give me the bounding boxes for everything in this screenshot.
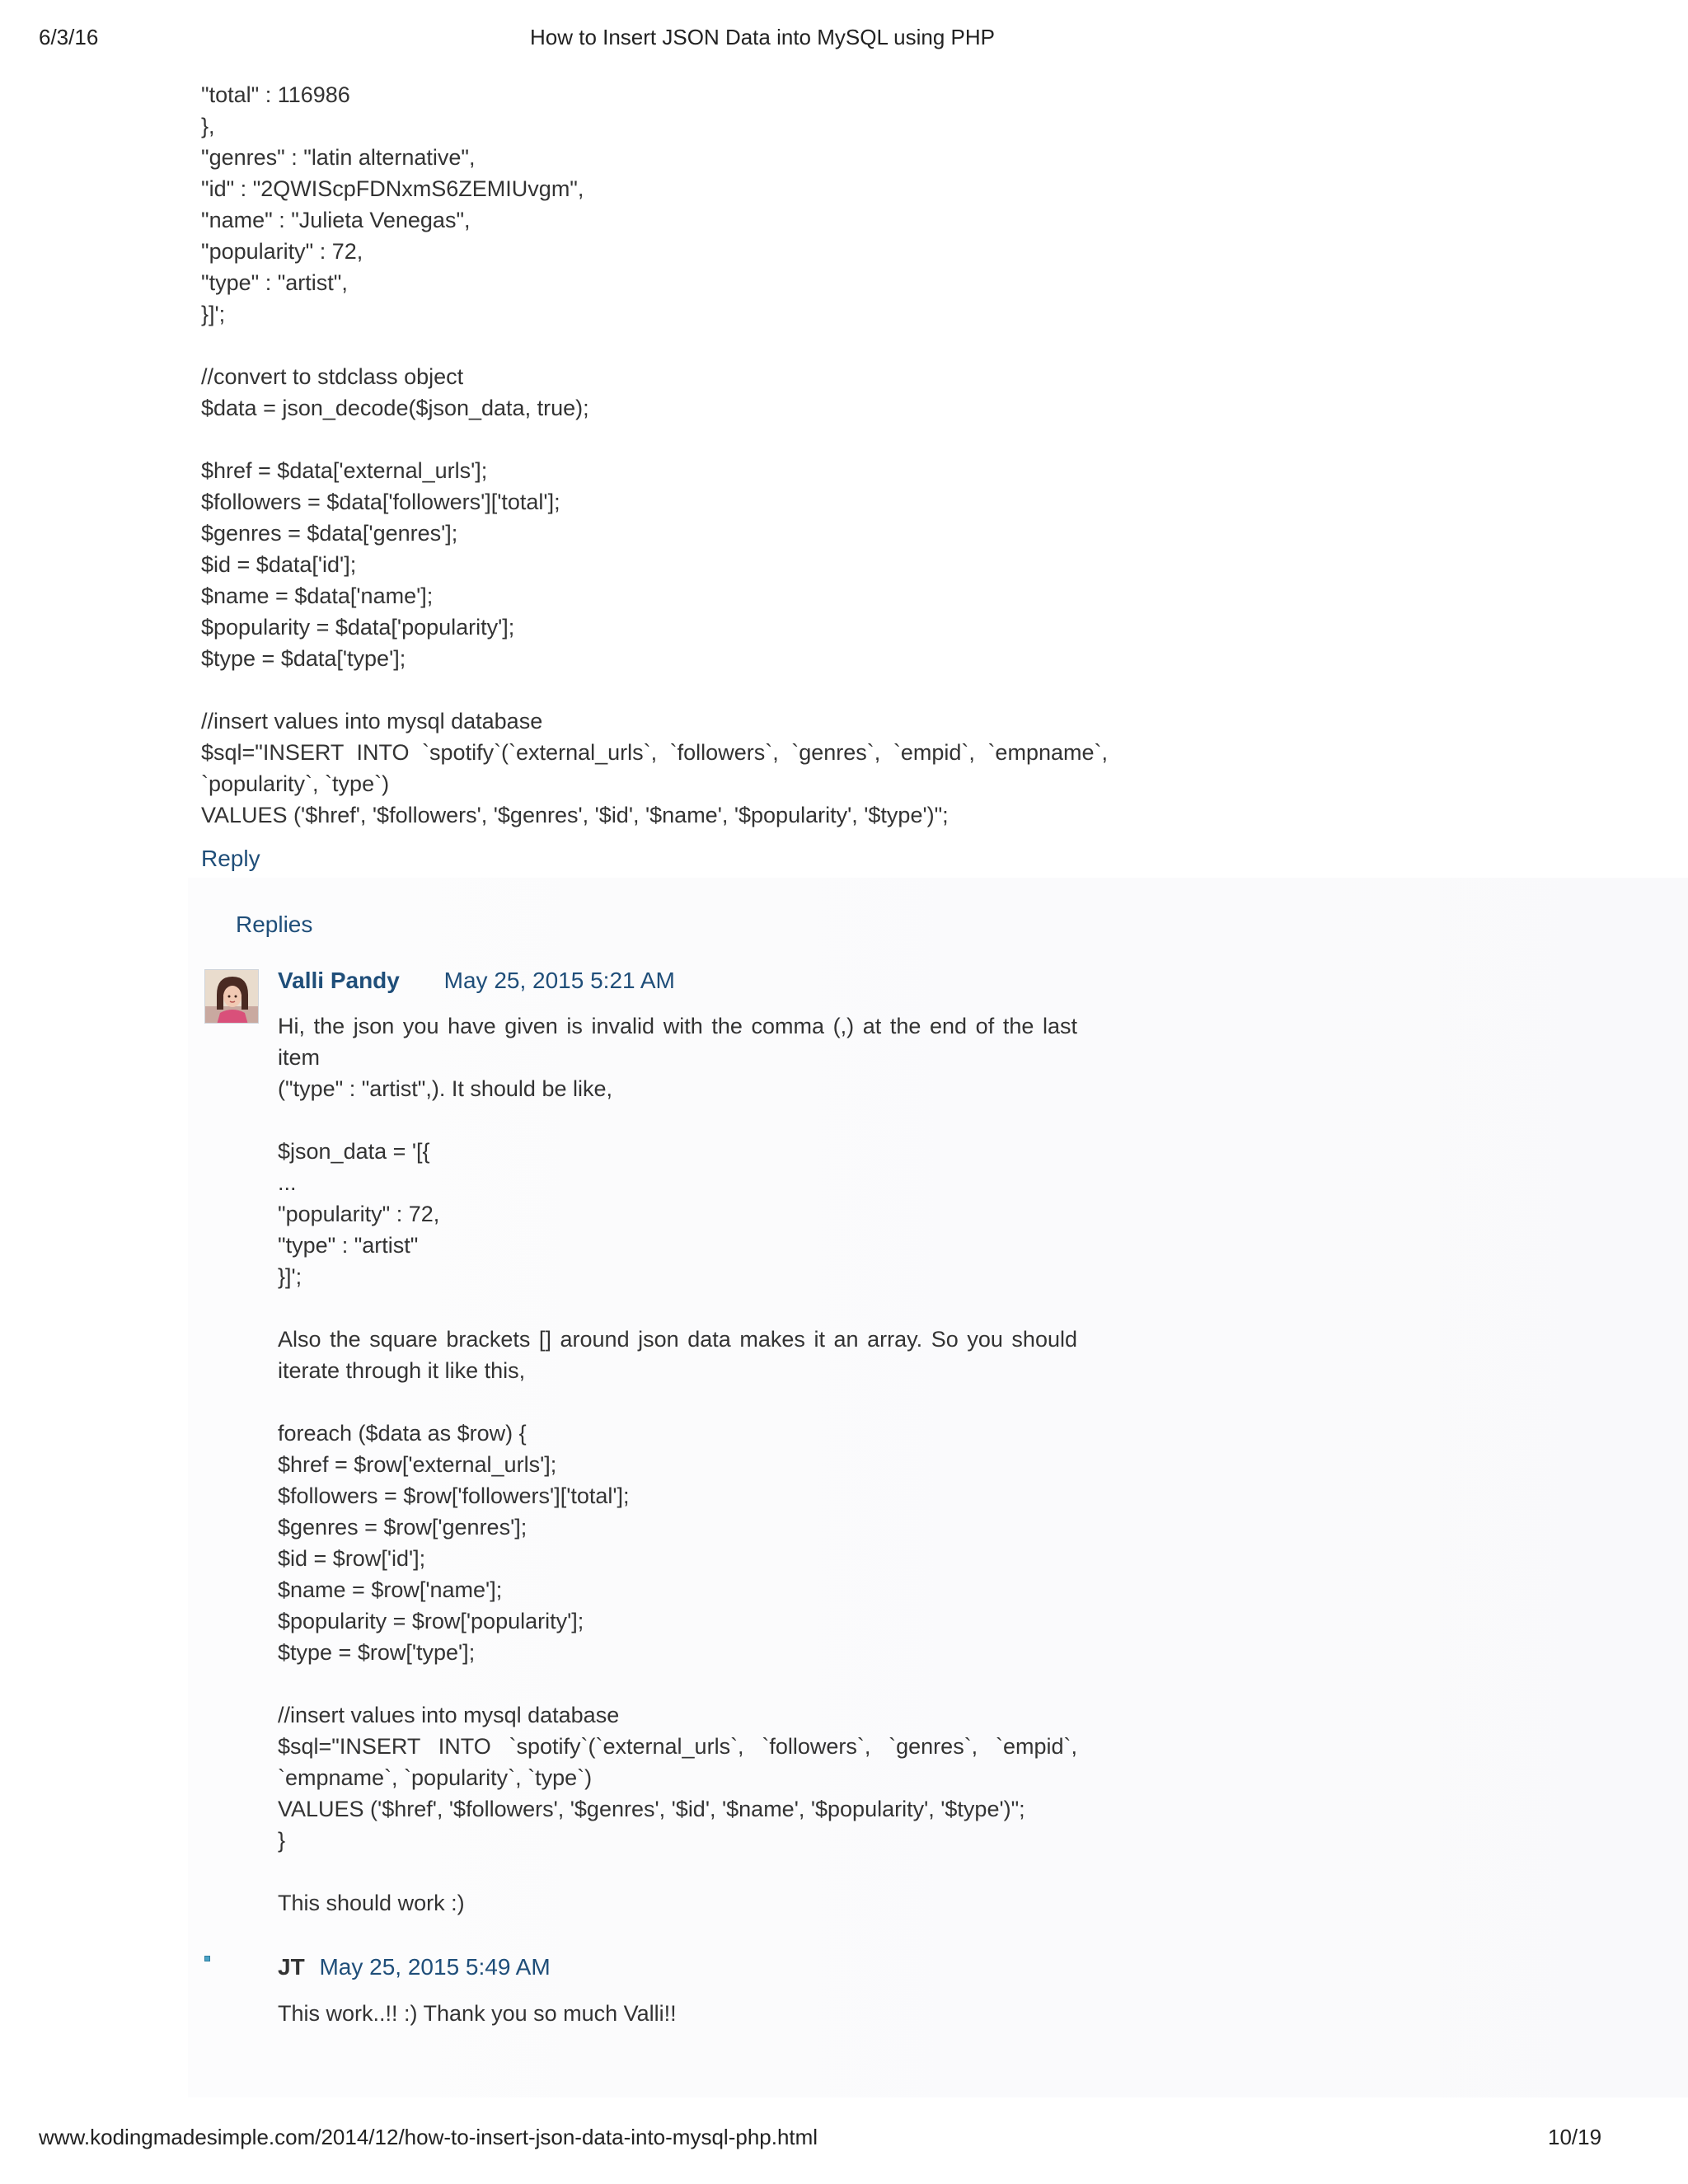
code-line: //insert values into mysql database bbox=[201, 709, 543, 733]
comment-code-line: $id = $row['id']; bbox=[278, 1546, 426, 1571]
blank-line bbox=[201, 424, 1108, 455]
print-header bbox=[0, 25, 1688, 53]
comment-code-line: $type = $row['type']; bbox=[278, 1640, 476, 1665]
comment-body bbox=[278, 1010, 1077, 1919]
code-line: "id" : "2QWIScpFDNxmS6ZEMIUvgm", bbox=[201, 176, 584, 201]
print-date: 6/3/16 bbox=[39, 25, 99, 49]
code-line: $name = $data['name']; bbox=[201, 583, 434, 608]
comment-code-line: } bbox=[278, 1828, 286, 1853]
code-line: $followers = $data['followers']['total']; bbox=[201, 490, 560, 514]
code-line: `popularity`, `type`) bbox=[201, 771, 390, 796]
comment-code-line: "type" : "artist" bbox=[278, 1233, 419, 1258]
comment-text-line: This work..!! :) Thank you so much Valli!! bbox=[278, 2001, 677, 2026]
code-line: "name" : "Julieta Venegas", bbox=[201, 208, 471, 232]
code-line: "total" : 116986 bbox=[201, 82, 350, 107]
comment-code-line: //insert values into mysql database bbox=[278, 1703, 620, 1727]
blank-line bbox=[278, 1386, 1077, 1418]
comment-code-line: VALUES ('$href', '$followers', '$genres', '$id', '$name', '$popularity', '$type')"; bbox=[278, 1797, 1025, 1821]
comment-text-line: Hi, the json you have given is invalid with the comma (,) at the end of the last item bbox=[278, 1014, 1077, 1070]
code-line: $type = $data['type']; bbox=[201, 646, 406, 671]
blank-line bbox=[278, 1668, 1077, 1699]
comment-header bbox=[278, 968, 675, 994]
replies-toggle[interactable]: Replies bbox=[236, 912, 313, 937]
code-line: "genres" : "latin alternative", bbox=[201, 145, 476, 170]
code-line: //convert to stdclass object bbox=[201, 364, 464, 389]
comment-author: JT bbox=[278, 1954, 305, 1980]
code-line: $sql="INSERT INTO `spotify`(`external_urls`, `followers`, `genres`, `empid`, `empname`, bbox=[201, 740, 1108, 765]
comment-header bbox=[278, 1954, 551, 1980]
reply-link[interactable]: Reply bbox=[201, 846, 260, 871]
comment-body bbox=[278, 1998, 1077, 2029]
code-line: "type" : "artist", bbox=[201, 270, 348, 295]
comment-code-line: $followers = $row['followers']['total']; bbox=[278, 1483, 630, 1508]
comment-code-line: }]'; bbox=[278, 1264, 302, 1289]
blank-line bbox=[201, 674, 1108, 705]
comment-code-line: $sql="INSERT INTO `spotify`(`external_urls`, `followers`, `genres`, `empid`, bbox=[278, 1734, 1077, 1759]
blank-line bbox=[278, 1856, 1077, 1887]
comment-author[interactable]: Valli Pandy bbox=[278, 968, 400, 993]
comment-text-line: Also the square brackets [] around json data makes it an array. So you should bbox=[278, 1327, 1077, 1352]
blank-line bbox=[278, 1292, 1077, 1324]
code-line: $data = json_decode($json_data, true); bbox=[201, 396, 589, 420]
comment-code-line: foreach ($data as $row) { bbox=[278, 1421, 527, 1446]
avatar[interactable] bbox=[204, 969, 259, 1024]
code-line: $href = $data['external_urls']; bbox=[201, 458, 488, 483]
code-line: }, bbox=[201, 114, 215, 138]
code-line: $genres = $data['genres']; bbox=[201, 521, 458, 546]
code-line: $id = $data['id']; bbox=[201, 552, 357, 577]
comment-timestamp[interactable]: May 25, 2015 5:21 AM bbox=[443, 968, 675, 993]
comment-timestamp[interactable]: May 25, 2015 5:49 AM bbox=[319, 1954, 551, 1980]
comment-text-line: ("type" : "artist",). It should be like, bbox=[278, 1076, 612, 1101]
blank-line bbox=[201, 330, 1108, 361]
code-line: }]'; bbox=[201, 302, 226, 326]
avatar[interactable] bbox=[204, 1956, 210, 1961]
comment-code-line: $json_data = '[{ bbox=[278, 1139, 430, 1164]
page-number: 10/19 bbox=[1548, 2125, 1602, 2149]
user-avatar-icon bbox=[205, 970, 259, 1024]
document-title: How to Insert JSON Data into MySQL using PHP bbox=[529, 25, 996, 49]
code-line: "popularity" : 72, bbox=[201, 239, 363, 264]
code-line: $popularity = $data['popularity']; bbox=[201, 615, 515, 640]
comment-code-line: $genres = $row['genres']; bbox=[278, 1515, 528, 1540]
comment-code-line: ... bbox=[278, 1170, 297, 1195]
blank-line bbox=[278, 1104, 1077, 1136]
page-url: www.kodingmadesimple.com/2014/12/how-to-insert-json-data-into-mysql-php.html bbox=[39, 2125, 818, 2149]
comment-text-line: This should work :) bbox=[278, 1891, 465, 1915]
comment-code-line: $popularity = $row['popularity']; bbox=[278, 1609, 584, 1633]
comment-text-line: iterate through it like this, bbox=[278, 1358, 526, 1383]
comment-code-line: $href = $row['external_urls']; bbox=[278, 1452, 557, 1477]
comment-code-line: `empname`, `popularity`, `type`) bbox=[278, 1765, 593, 1790]
code-line: VALUES ('$href', '$followers', '$genres', '$id', '$name', '$popularity', '$type')"; bbox=[201, 803, 949, 827]
comment-code-continuation bbox=[201, 79, 1108, 831]
comment-code-line: $name = $row['name']; bbox=[278, 1577, 503, 1602]
comment-code-line: "popularity" : 72, bbox=[278, 1202, 440, 1226]
